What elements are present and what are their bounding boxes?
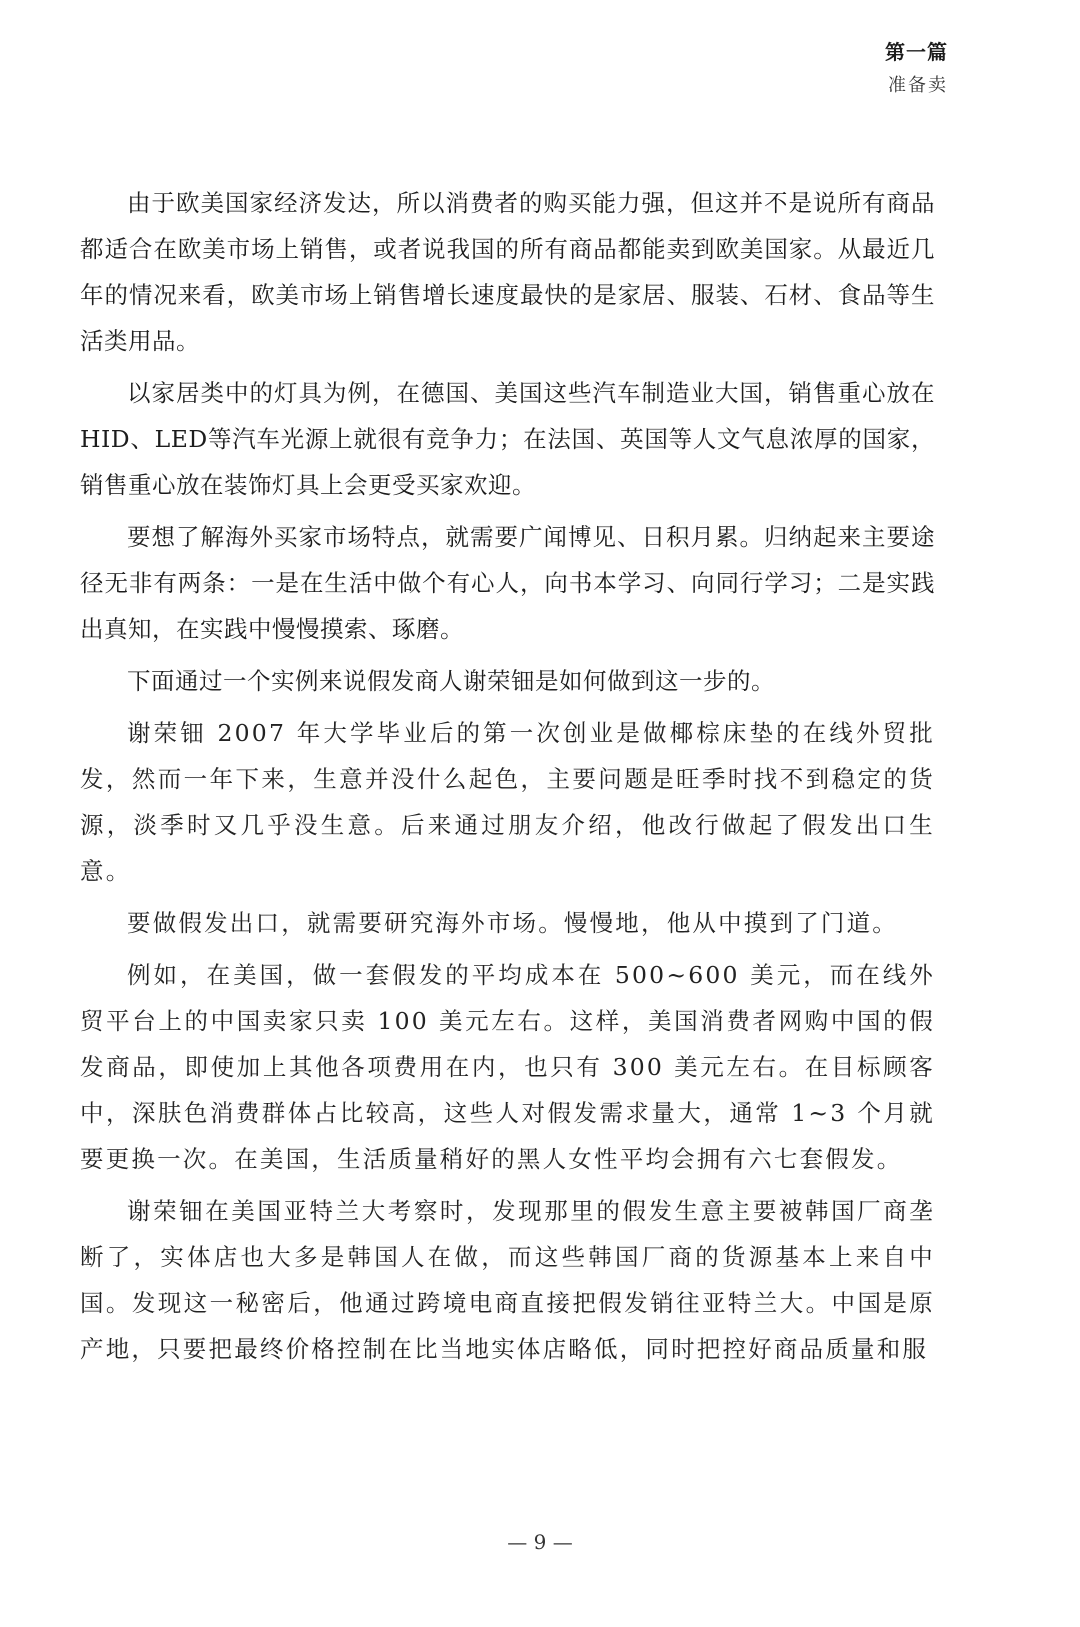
page-number: — 9 —	[507, 1530, 573, 1554]
case-paragraph: 例如，在美国，做一套假发的平均成本在 500~600 美元，而在线外贸平台上的中国卖家只卖 100 美元左右。这样，美国消费者网购中国的假发商品，即使加上其他各项费用在内，也只有 300 美元左右。在目标顾客中，深肤色消费群体占比较高，这些人对假发需求量大，通常 1~3 个月就要更换一次。在美国，生活质量稍好的黑人女性平均会拥有六七套假发。	[80, 961, 935, 1173]
paragraph: 以家居类中的灯具为例，在德国、美国这些汽车制造业大国，销售重心放在HID、LED等汽车光源上就很有竞争力；在法国、英国等人文气息浓厚的国家，销售重心放在装饰灯具上会更受买家欢迎。	[80, 379, 935, 499]
paragraph: 下面通过一个实例来说假发商人谢荣钿是如何做到这一步的。	[127, 667, 775, 695]
case-paragraph: 谢荣钿 2007 年大学毕业后的第一次创业是做椰棕床垫的在线外贸批发，然而一年下来，生意并没什么起色，主要问题是旺季时找不到稳定的货源，淡季时又几乎没生意。后来通过朋友介绍，他改行做起了假发出口生意。	[80, 719, 935, 885]
paragraph: 由于欧美国家经济发达，所以消费者的购买能力强，但这并不是说所有商品都适合在欧美市场上销售，或者说我国的所有商品都能卖到欧美国家。从最近几年的情况来看，欧美市场上销售增长速度最快的是家居、服装、石材、食品等生活类用品。	[80, 189, 935, 355]
body-text	[80, 180, 935, 1378]
case-paragraph: 要做假发出口，就需要研究海外市场。慢慢地，他从中摸到了门道。	[127, 909, 898, 937]
case-paragraph: 谢荣钿在美国亚特兰大考察时，发现那里的假发生意主要被韩国厂商垄断了，实体店也大多是韩国人在做，而这些韩国厂商的货源基本上来自中国。发现这一秘密后，他通过跨境电商直接把假发销往亚特兰大。中国是原产地，只要把最终价格控制在比当地实体店略低，同时把控好商品质量和服	[80, 1197, 935, 1363]
section-title: 准备卖	[888, 75, 948, 96]
running-header	[885, 38, 948, 100]
paragraph: 要想了解海外买家市场特点，就需要广闻博见、日积月累。归纳起来主要途径无非有两条：一是在生活中做个有心人，向书本学习、向同行学习；二是实践出真知，在实践中慢慢摸索、琢磨。	[80, 523, 935, 643]
part-title: 第一篇	[885, 40, 948, 64]
